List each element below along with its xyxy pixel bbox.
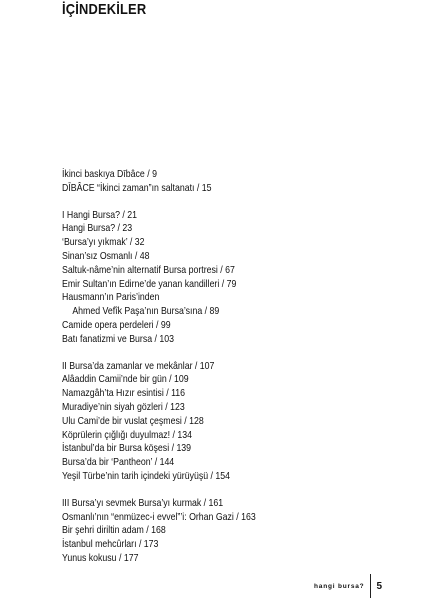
toc-entry: I Hangi Bursa? / 21 xyxy=(62,209,138,221)
toc-entry: Emir Sultan’ın Edirne’de yanan kandilleri / 79 xyxy=(62,278,237,290)
running-book-title: hangi bursa? xyxy=(314,582,365,590)
toc-entry: Hausmann’ın Paris’inden xyxy=(62,292,160,304)
toc-section xyxy=(62,497,392,566)
table-of-contents xyxy=(62,168,392,579)
toc-entry: Camide opera perdeleri / 99 xyxy=(62,319,171,331)
toc-section xyxy=(62,360,392,484)
toc-entry: Namazgâh’ta Hızır esintisi / 116 xyxy=(62,388,186,400)
toc-entry: Saltuk-nâme’nin alternatif Bursa portresi / 67 xyxy=(62,264,235,276)
toc-entry: Sinan’sız Osmanlı / 48 xyxy=(62,250,150,262)
toc-entry: II Bursa’da zamanlar ve mekânlar / 107 xyxy=(62,360,215,372)
toc-entry: Alâaddin Camii’nde bir gün / 109 xyxy=(62,374,189,386)
toc-entry: Yunus kokusu / 177 xyxy=(62,552,139,564)
toc-entry: Muradiye’nin siyah gözleri / 123 xyxy=(62,401,185,413)
toc-entry: Ulu Cami’de bir vuslat çeşmesi / 128 xyxy=(62,415,204,427)
toc-entry: İstanbul mehcûrları / 173 xyxy=(62,539,159,551)
toc-entry: Bursa’da bir ‘Pantheon’ / 144 xyxy=(62,457,175,469)
page-footer xyxy=(314,574,382,598)
toc-entry: Bir şehri diriltin adam / 168 xyxy=(62,525,166,537)
toc-entry: Batı fanatizmi ve Bursa / 103 xyxy=(62,333,175,345)
toc-entry: ‘Bursa’yı yıkmak’ / 32 xyxy=(62,237,145,249)
toc-entry: Köprülerin çığlığı duyulmaz! / 134 xyxy=(62,429,193,441)
toc-entry: Yeşil Türbe’nin tarih içindeki yürüyüşü / 154 xyxy=(62,470,231,482)
page-title: İÇİNDEKİLER xyxy=(62,1,147,18)
toc-entry: Osmanlı’nın “enmüzec-i evvel”’i: Orhan Gazi / 163 xyxy=(62,511,256,523)
toc-entry: İstanbul’da bir Bursa köşesi / 139 xyxy=(62,443,192,455)
toc-entry: Ahmed Vefîk Paşa’nın Bursa’sına / 89 xyxy=(72,306,220,318)
toc-entry: III Bursa’yı sevmek Bursa’yı kurmak / 161 xyxy=(62,497,224,509)
toc-section xyxy=(62,168,392,196)
toc-section xyxy=(62,209,392,347)
toc-entry: İkinci baskıya Dībâce / 9 xyxy=(62,169,157,180)
page-number: 5 xyxy=(376,580,382,592)
toc-entry: DĪBÂCE “İkinci zaman”ın saltanatı / 15 xyxy=(62,182,212,194)
toc-entry: Hangi Bursa? / 23 xyxy=(62,223,133,235)
